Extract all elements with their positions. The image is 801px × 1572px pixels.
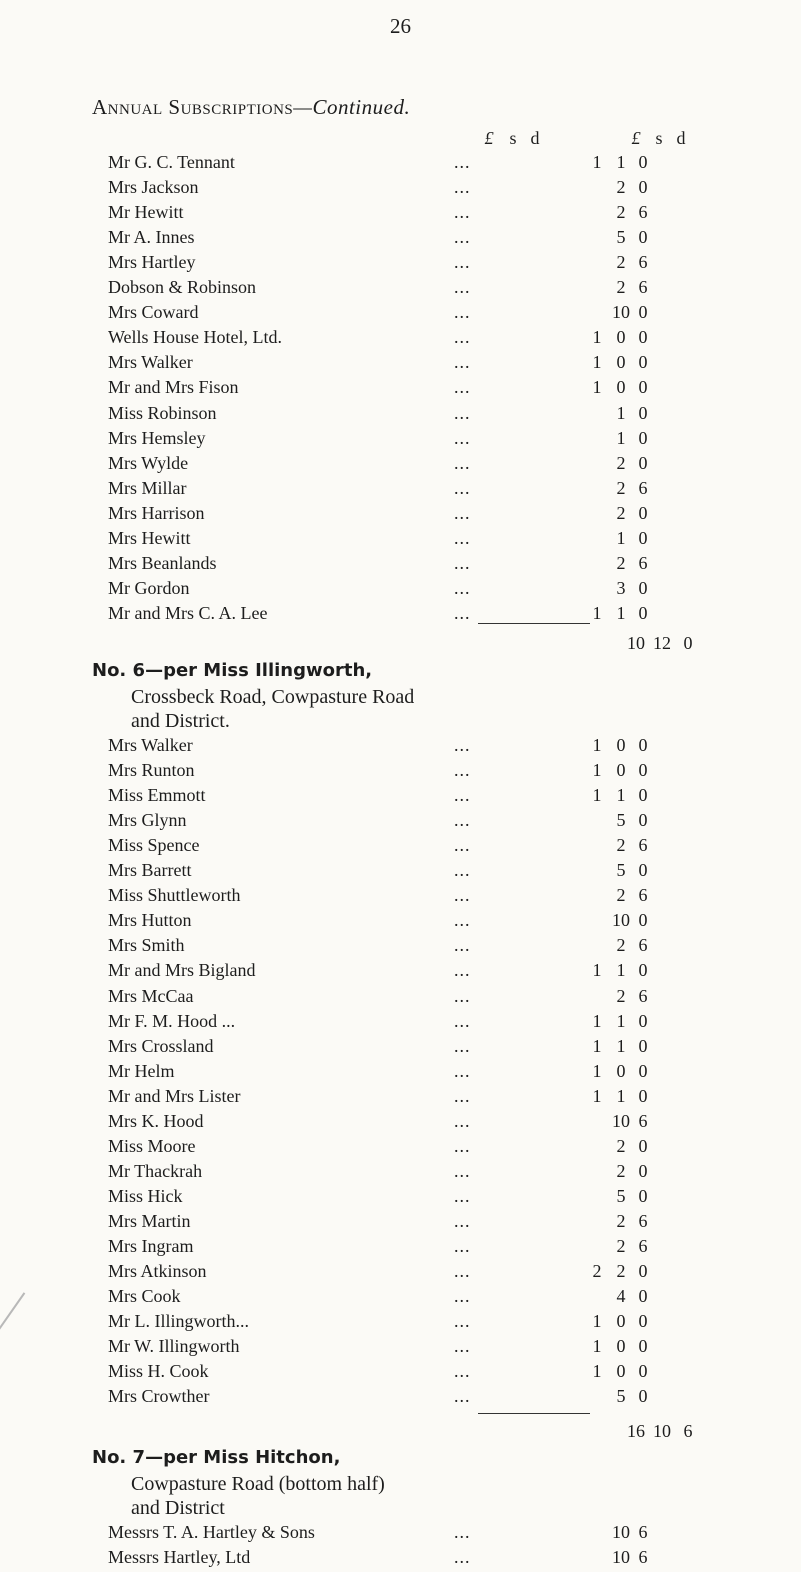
leader-dots: ... [454, 1386, 471, 1407]
subscriber-name: Miss Robinson [108, 402, 217, 423]
list-item [108, 860, 648, 885]
section-number: No. 7 [92, 1447, 146, 1469]
amount-pence: 0 [638, 1185, 648, 1206]
amount-pence: 0 [638, 1336, 648, 1357]
amount-pence: 0 [638, 577, 648, 598]
title-main: Annual Subscriptions [92, 95, 294, 119]
list-item [108, 427, 648, 453]
list-item [108, 327, 648, 352]
amount-pounds: 2 [592, 1261, 602, 1282]
amount-pence: 0 [638, 1085, 648, 1106]
leader-dots: ... [454, 1547, 471, 1568]
amount-shillings: 0 [616, 1060, 626, 1081]
subscriber-name: Mrs Runton [108, 760, 195, 781]
list-item [108, 1110, 648, 1136]
list-item [108, 202, 648, 227]
subscriber-name: Mr and Mrs Lister [108, 1085, 241, 1106]
amount-shillings: 2 [616, 552, 626, 573]
leader-dots: ... [454, 735, 471, 755]
amount-pounds: 1 [592, 960, 602, 981]
amount-shillings: 2 [616, 1261, 626, 1282]
total-s: 12 [653, 633, 671, 653]
leader-dots: ... [454, 1135, 471, 1156]
subscriber-name: Mrs Martin [108, 1210, 191, 1231]
leader-dots: ... [454, 860, 471, 881]
amount-shillings: 2 [616, 985, 626, 1006]
amount-shillings: 1 [616, 785, 626, 806]
list-item [108, 1135, 648, 1161]
list-item [108, 402, 648, 428]
amount-shillings: 10 [612, 1547, 630, 1568]
list-item [108, 1336, 648, 1361]
amount-shillings: 10 [612, 302, 630, 323]
section-district: and District. [131, 710, 230, 732]
amount-shillings: 2 [616, 1160, 626, 1181]
leader-dots: ... [454, 885, 471, 906]
amount-shillings: 0 [616, 735, 626, 755]
leader-dots: ... [454, 1236, 471, 1256]
amount-pence: 6 [638, 985, 648, 1006]
amount-shillings: 1 [616, 1010, 626, 1031]
leader-dots: ... [454, 1336, 471, 1357]
amount-pounds: 1 [592, 327, 602, 348]
amount-pence: 0 [638, 602, 648, 623]
leader-dots: ... [454, 1010, 471, 1031]
leader-dots: ... [454, 760, 471, 781]
leader-dots: ... [454, 277, 471, 298]
list-item [108, 552, 648, 578]
amount-pounds: 1 [592, 1035, 602, 1056]
amount-pence: 6 [638, 1210, 648, 1231]
subscriber-name: Mr A. Innes [108, 227, 195, 248]
amount-shillings: 2 [616, 452, 626, 473]
amount-pounds: 1 [592, 1361, 602, 1382]
column-header-inner-1: s [509, 128, 517, 148]
amount-pence: 0 [638, 1286, 648, 1307]
amount-shillings: 1 [616, 1035, 626, 1056]
amount-pence: 0 [638, 1010, 648, 1031]
amount-shillings: 2 [616, 1236, 626, 1256]
leader-dots: ... [454, 502, 471, 523]
amount-pounds: 1 [592, 1010, 602, 1031]
list-item [108, 760, 648, 785]
leader-dots: ... [454, 1286, 471, 1307]
amount-pence: 6 [638, 835, 648, 856]
total-d: 6 [683, 1421, 693, 1442]
amount-pence: 6 [638, 252, 648, 273]
amount-pence: 6 [638, 1236, 648, 1256]
list-item [108, 1060, 648, 1086]
list-item [108, 1210, 648, 1236]
amount-pence: 0 [638, 1060, 648, 1081]
amount-pence: 0 [638, 735, 648, 755]
amount-shillings: 1 [616, 527, 626, 548]
leader-dots: ... [454, 810, 471, 831]
list-item [108, 277, 648, 302]
subscriber-name: Mrs K. Hood [108, 1110, 204, 1131]
amount-pence: 0 [638, 327, 648, 348]
amount-shillings: 2 [616, 202, 626, 223]
amount-pence: 0 [638, 227, 648, 248]
list-item [108, 177, 648, 202]
section-area: Cowpasture Road (bottom half) [131, 1473, 385, 1496]
amount-shillings: 0 [616, 327, 626, 348]
amount-shillings: 5 [616, 810, 626, 831]
list-item [108, 1386, 648, 1411]
subscriber-name: Mr Hewitt [108, 202, 184, 223]
subscriber-name: Mr and Mrs C. A. Lee [108, 602, 268, 623]
list-item [108, 377, 648, 402]
list-item [108, 1010, 648, 1036]
list-item [108, 1522, 648, 1547]
amount-shillings: 0 [616, 377, 626, 398]
subscriber-name: Miss Moore [108, 1135, 196, 1156]
subscriber-name: Mrs Coward [108, 302, 199, 323]
leader-dots: ... [454, 252, 471, 273]
amount-pounds: 1 [592, 760, 602, 781]
amount-pence: 0 [638, 352, 648, 373]
amount-pence: 0 [638, 1160, 648, 1181]
leader-dots: ... [454, 477, 471, 498]
list-item [108, 985, 648, 1011]
leader-dots: ... [454, 177, 471, 198]
total-d: 0 [683, 633, 693, 653]
amount-pence: 0 [638, 860, 648, 881]
amount-pounds: 1 [592, 352, 602, 373]
list-item [108, 602, 648, 628]
subscriber-name: Mr Gordon [108, 577, 190, 598]
amount-shillings: 2 [616, 277, 626, 298]
list-item [108, 477, 648, 503]
leader-dots: ... [454, 452, 471, 473]
leader-dots: ... [454, 202, 471, 223]
leader-dots: ... [454, 1261, 471, 1282]
subscriber-name: Mrs McCaa [108, 985, 194, 1006]
subscriber-name: Mrs Hewitt [108, 527, 191, 548]
column-header-outer-1: s [655, 128, 663, 148]
leader-dots: ... [454, 1185, 471, 1206]
list-item [108, 885, 648, 910]
subscriber-name: Mr G. C. Tennant [108, 152, 235, 172]
leader-dots: ... [454, 1085, 471, 1106]
subscriber-name: Mr Thackrah [108, 1160, 203, 1181]
amount-pence: 0 [638, 960, 648, 981]
amount-pence: 6 [638, 1110, 648, 1131]
list-item [108, 1035, 648, 1061]
amount-pounds: 1 [592, 602, 602, 623]
subscriber-name: Mrs Barrett [108, 860, 192, 881]
leader-dots: ... [454, 835, 471, 856]
section-area: Crossbeck Road, Cowpasture Road [131, 686, 415, 708]
subscriber-name: Miss Shuttleworth [108, 885, 241, 906]
amount-pence: 0 [638, 177, 648, 198]
list-item [108, 1160, 648, 1186]
amount-pounds: 1 [592, 1085, 602, 1106]
amount-shillings: 0 [616, 760, 626, 781]
amount-pence: 0 [638, 152, 648, 172]
list-item [108, 1085, 648, 1111]
amount-shillings: 2 [616, 177, 626, 198]
subscriber-name: Messrs T. A. Hartley & Sons [108, 1522, 315, 1543]
amount-shillings: 2 [616, 1135, 626, 1156]
list-item [108, 735, 648, 760]
subscriber-name: Mr and Mrs Bigland [108, 960, 256, 981]
leader-dots: ... [454, 577, 471, 598]
column-header-inner-2: d [530, 128, 540, 148]
amount-pence: 0 [638, 427, 648, 448]
amount-pence: 0 [638, 1135, 648, 1156]
leader-dots: ... [454, 602, 471, 623]
amount-shillings: 10 [612, 1522, 630, 1543]
amount-pence: 0 [638, 1386, 648, 1407]
subscriber-name: Mrs Beanlands [108, 552, 217, 573]
list-item [108, 1236, 648, 1261]
amount-shillings: 1 [616, 602, 626, 623]
subscriber-name: Mrs Hutton [108, 910, 192, 931]
amount-shillings: 2 [616, 477, 626, 498]
leader-dots: ... [454, 910, 471, 931]
list-item [108, 227, 648, 252]
column-header-inner-0: £ [484, 128, 494, 148]
leader-dots: ... [454, 960, 471, 981]
list-item [108, 1185, 648, 1211]
amount-shillings: 5 [616, 227, 626, 248]
leader-dots: ... [454, 377, 471, 398]
total-s: 10 [653, 1421, 671, 1442]
page-number: 26 [390, 14, 411, 38]
amount-pence: 0 [638, 452, 648, 473]
amount-shillings: 5 [616, 860, 626, 881]
amount-pence: 0 [638, 377, 648, 398]
amount-shillings: 2 [616, 935, 626, 956]
list-item [108, 810, 648, 835]
amount-pence: 0 [638, 502, 648, 523]
leader-dots: ... [454, 935, 471, 956]
subscriber-name: Mrs Walker [108, 735, 193, 755]
list-item [108, 527, 648, 553]
leader-dots: ... [454, 152, 471, 172]
amount-pence: 6 [638, 477, 648, 498]
subscriber-name: Mrs Ingram [108, 1236, 194, 1256]
amount-pence: 6 [638, 935, 648, 956]
amount-pence: 0 [638, 302, 648, 323]
list-item [108, 577, 648, 603]
subscriber-name: Messrs Hartley, Ltd [108, 1547, 251, 1568]
total-l: 16 [627, 1421, 645, 1442]
amount-pence: 0 [638, 1261, 648, 1282]
amount-shillings: 0 [616, 1311, 626, 1332]
subscriber-name: Miss Spence [108, 835, 200, 856]
amount-pounds: 1 [592, 1060, 602, 1081]
amount-shillings: 1 [616, 152, 626, 172]
amount-pence: 0 [638, 527, 648, 548]
leader-dots: ... [454, 1361, 471, 1382]
subscriber-name: Miss Hick [108, 1185, 183, 1206]
amount-shillings: 0 [616, 1336, 626, 1357]
amount-pounds: 1 [592, 377, 602, 398]
amount-shillings: 10 [612, 1110, 630, 1131]
leader-dots: ... [454, 1210, 471, 1231]
subscriber-name: Mr W. Illingworth [108, 1336, 240, 1357]
amount-pence: 0 [638, 785, 648, 806]
page-title [92, 95, 410, 120]
subscriber-name: Mrs Harrison [108, 502, 205, 523]
list-item [108, 252, 648, 277]
total-l: 10 [627, 633, 645, 653]
amount-pence: 0 [638, 910, 648, 931]
amount-pence: 6 [638, 202, 648, 223]
list-item [108, 152, 648, 177]
subscriber-name: Mrs Cook [108, 1286, 181, 1307]
amount-pounds: 1 [592, 785, 602, 806]
subscriber-name: Mrs Atkinson [108, 1261, 207, 1282]
amount-shillings: 10 [612, 910, 630, 931]
subscriber-name: Mrs Hemsley [108, 427, 206, 448]
leader-dots: ... [454, 985, 471, 1006]
subscriber-name: Miss Emmott [108, 785, 206, 806]
list-item [108, 1361, 648, 1386]
section-number: No. 6 [92, 660, 146, 681]
section-total [623, 633, 701, 654]
list-item [108, 960, 648, 985]
column-header-outer-0: £ [631, 128, 641, 148]
list-item [108, 1547, 648, 1572]
amount-pence: 0 [638, 1311, 648, 1332]
amount-shillings: 3 [616, 577, 626, 598]
leader-dots: ... [454, 302, 471, 323]
amount-pence: 0 [638, 810, 648, 831]
subscriber-name: Mr and Mrs Fison [108, 377, 239, 398]
section-heading [92, 660, 372, 682]
subscriber-name: Mrs Jackson [108, 177, 199, 198]
section-total [623, 1421, 701, 1442]
subscriber-name: Wells House Hotel, Ltd. [108, 327, 283, 348]
list-item [108, 1261, 648, 1286]
subscriber-name: Mrs Smith [108, 935, 185, 956]
amount-pence: 0 [638, 402, 648, 423]
amount-pence: 6 [638, 277, 648, 298]
list-item [108, 352, 648, 377]
total-rule [478, 1413, 590, 1414]
amount-pence: 0 [638, 1361, 648, 1382]
amount-shillings: 0 [616, 1361, 626, 1382]
leader-dots: ... [454, 552, 471, 573]
leader-dots: ... [454, 1035, 471, 1056]
section-heading [92, 1447, 340, 1469]
leader-dots: ... [454, 1311, 471, 1332]
amount-shillings: 2 [616, 1210, 626, 1231]
leader-dots: ... [454, 1060, 471, 1081]
subscriber-name: Mrs Wylde [108, 452, 189, 473]
title-suffix: —Continued. [293, 95, 411, 119]
section-collector: —per Miss Hitchon, [145, 1447, 341, 1469]
amount-pence: 6 [638, 885, 648, 906]
subscriber-name: Mrs Hartley [108, 252, 196, 273]
amount-shillings: 2 [616, 252, 626, 273]
subscriber-name: Mrs Crossland [108, 1035, 214, 1056]
amount-pence: 6 [638, 552, 648, 573]
leader-dots: ... [454, 427, 471, 448]
list-item [108, 1286, 648, 1311]
amount-shillings: 4 [616, 1286, 626, 1307]
amount-shillings: 5 [616, 1185, 626, 1206]
amount-shillings: 2 [616, 835, 626, 856]
leader-dots: ... [454, 527, 471, 548]
amount-pounds: 1 [592, 152, 602, 172]
list-item [108, 785, 648, 810]
subscriber-name: Mrs Crowther [108, 1386, 210, 1407]
subscriber-name: Miss H. Cook [108, 1361, 209, 1382]
amount-pence: 0 [638, 1035, 648, 1056]
amount-pence: 6 [638, 1522, 648, 1543]
amount-pence: 0 [638, 760, 648, 781]
amount-shillings: 1 [616, 427, 626, 448]
amount-shillings: 5 [616, 1386, 626, 1407]
amount-pounds: 1 [592, 1336, 602, 1357]
leader-dots: ... [454, 1522, 471, 1543]
subscriber-name: Dobson & Robinson [108, 277, 257, 298]
list-item [108, 935, 648, 960]
section-district: and District [131, 1497, 225, 1520]
section-collector: —per Miss Illingworth, [145, 660, 373, 681]
leader-dots: ... [454, 785, 471, 806]
amount-shillings: 0 [616, 352, 626, 373]
list-item [108, 835, 648, 860]
list-item [108, 502, 648, 528]
amount-shillings: 2 [616, 502, 626, 523]
column-header-outer-2: d [676, 128, 686, 148]
subscriber-name: Mrs Millar [108, 477, 187, 498]
leader-dots: ... [454, 352, 471, 373]
margin-mark [0, 1292, 25, 1337]
amount-pounds: 1 [592, 1311, 602, 1332]
amount-pounds: 1 [592, 735, 602, 755]
amount-shillings: 1 [616, 402, 626, 423]
list-item [108, 302, 648, 327]
subscriber-name: Mrs Glynn [108, 810, 187, 831]
list-item [108, 910, 648, 935]
leader-dots: ... [454, 1160, 471, 1181]
amount-pence: 6 [638, 1547, 648, 1568]
list-item [108, 452, 648, 478]
amount-shillings: 1 [616, 1085, 626, 1106]
list-item [108, 1311, 648, 1336]
subscriber-name: Mr L. Illingworth... [108, 1311, 249, 1332]
subscriber-name: Mr F. M. Hood ... [108, 1010, 236, 1031]
leader-dots: ... [454, 1110, 471, 1131]
leader-dots: ... [454, 327, 471, 348]
leader-dots: ... [454, 227, 471, 248]
total-rule [478, 623, 590, 624]
subscriber-name: Mr Helm [108, 1060, 175, 1081]
amount-shillings: 1 [616, 960, 626, 981]
leader-dots: ... [454, 402, 471, 423]
subscriber-name: Mrs Walker [108, 352, 193, 373]
amount-shillings: 2 [616, 885, 626, 906]
